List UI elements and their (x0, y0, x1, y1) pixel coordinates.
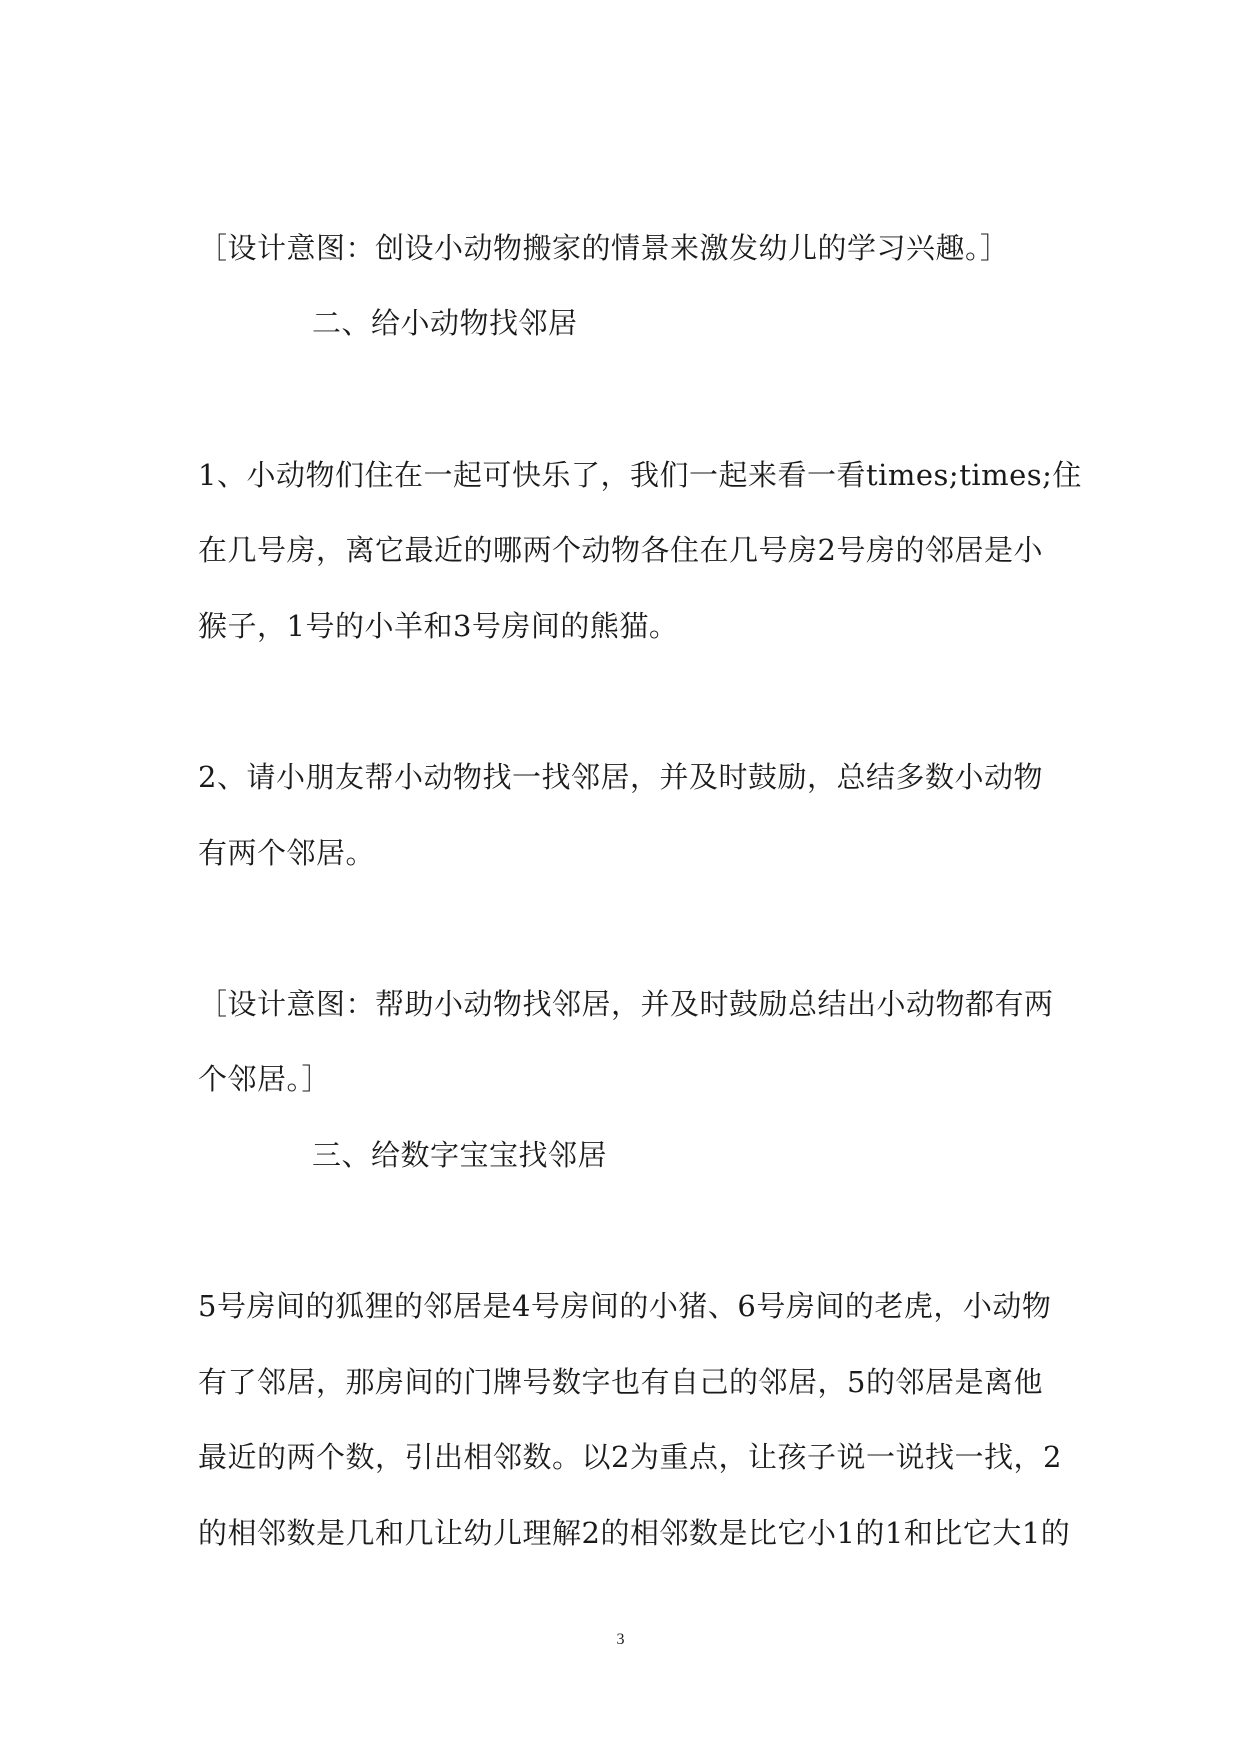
section-heading-3: 三、给数字宝宝找邻居 (312, 1138, 608, 1172)
paragraph-3-line-3: 最近的两个数，引出相邻数。以2为重点，让孩子说一说找一找，2 (198, 1440, 1062, 1474)
paragraph-3-line-1: 5号房间的狐狸的邻居是4号房间的小猪、6号房间的老虎，小动物 (198, 1289, 1052, 1323)
design-intent-2-line-2: 个邻居。］ (198, 1062, 332, 1096)
section-heading-2: 二、给小动物找邻居 (312, 306, 578, 340)
paragraph-3-line-2: 有了邻居，那房间的门牌号数字也有自己的邻居，5的邻居是离他 (198, 1365, 1043, 1399)
paragraph-1-line-3: 猴子，1号的小羊和3号房间的熊猫。 (198, 609, 679, 643)
page-number: 3 (616, 1631, 625, 1648)
design-intent-2-line-1: ［设计意图：帮助小动物找邻居，并及时鼓励总结出小动物都有两 (198, 987, 1054, 1021)
design-intent-1: ［设计意图：创设小动物搬家的情景来激发幼儿的学习兴趣。］ (198, 231, 1010, 265)
paragraph-2-line-1: 2、请小朋友帮小动物找一找邻居，并及时鼓励，总结多数小动物 (198, 760, 1043, 794)
paragraph-1-line-1: 1、小动物们住在一起可快乐了，我们一起来看一看times;times;住 (198, 458, 1082, 492)
paragraph-2-line-2: 有两个邻居。 (198, 836, 376, 870)
paragraph-1-line-2: 在几号房，离它最近的哪两个动物各住在几号房2号房的邻居是小 (198, 533, 1043, 567)
paragraph-3-line-4: 的相邻数是几和几让幼儿理解2的相邻数是比它小1的1和比它大1的 (198, 1516, 1071, 1550)
